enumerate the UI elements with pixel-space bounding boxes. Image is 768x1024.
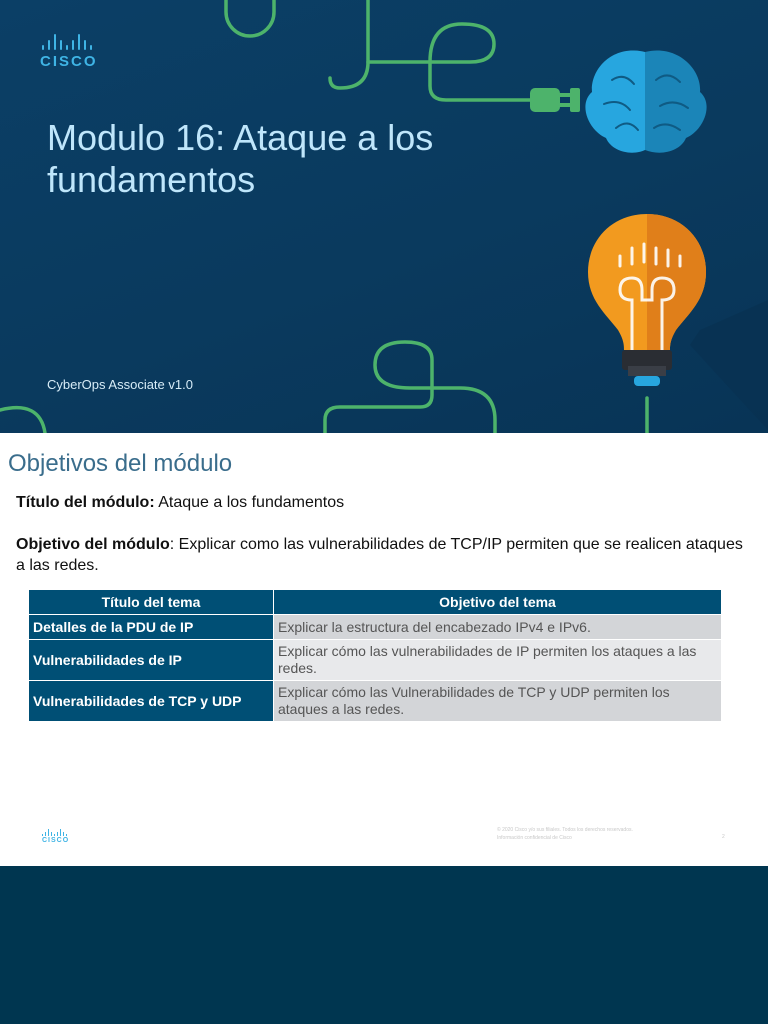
module-objective-line (16, 534, 746, 576)
table-row (29, 615, 722, 640)
slide-title: Modulo 16: Ataque a los fundamentos (47, 117, 434, 200)
objectives-heading: Objetivos del módulo (8, 450, 233, 477)
copyright-line: © 2020 Cisco y/o sus filiales. Todos los derechos reservados. (497, 827, 633, 833)
course-subtitle: CyberOps Associate v1.0 (47, 377, 193, 392)
topic-objective-cell: Explicar cómo las vulnerabilidades de IP permiten los ataques a las redes. (274, 640, 722, 681)
title-slide (0, 0, 768, 433)
footer-logo-text: CISCO (42, 837, 70, 844)
topics-table (28, 589, 722, 722)
decorative-circuit-lines (0, 0, 768, 433)
footer-cisco-logo-icon (42, 829, 74, 844)
module-title-label: Título del módulo: (16, 494, 155, 511)
light-bulb-icon (588, 214, 768, 430)
plug-icon (530, 88, 580, 112)
header-topic-title: Título del tema (29, 590, 274, 615)
page-number: 2 (722, 834, 725, 840)
topic-objective-cell: Explicar la estructura del encabezado IPv4 e IPv6. (274, 615, 722, 640)
footer-copyright (497, 826, 697, 842)
topic-title-cell: Vulnerabilidades de IP (29, 640, 274, 681)
brain-icon (585, 51, 706, 153)
topic-title-cell: Detalles de la PDU de IP (29, 615, 274, 640)
topic-objective-cell: Explicar cómo las Vulnerabilidades de TCP y UDP permiten los ataques a las redes. (274, 681, 722, 722)
module-title-value: Ataque a los fundamentos (158, 494, 345, 511)
confidential-line: Información confidencial de Cisco (497, 835, 572, 841)
module-title-line (16, 494, 344, 512)
objectives-slide (0, 433, 768, 866)
header-topic-objective: Objetivo del tema (274, 590, 722, 615)
module-objective-label: Objetivo del módulo (16, 536, 170, 553)
table-header-row (29, 590, 722, 615)
topic-title-cell: Vulnerabilidades de TCP y UDP (29, 681, 274, 722)
cisco-logo-icon (40, 34, 110, 70)
cisco-logo-text: CISCO (40, 53, 98, 70)
table-row (29, 681, 722, 722)
table-row (29, 640, 722, 681)
module-objective-value: : Explicar como las vulnerabilidades de TCP/IP permiten que se realicen ataques a las redes. (16, 536, 743, 574)
